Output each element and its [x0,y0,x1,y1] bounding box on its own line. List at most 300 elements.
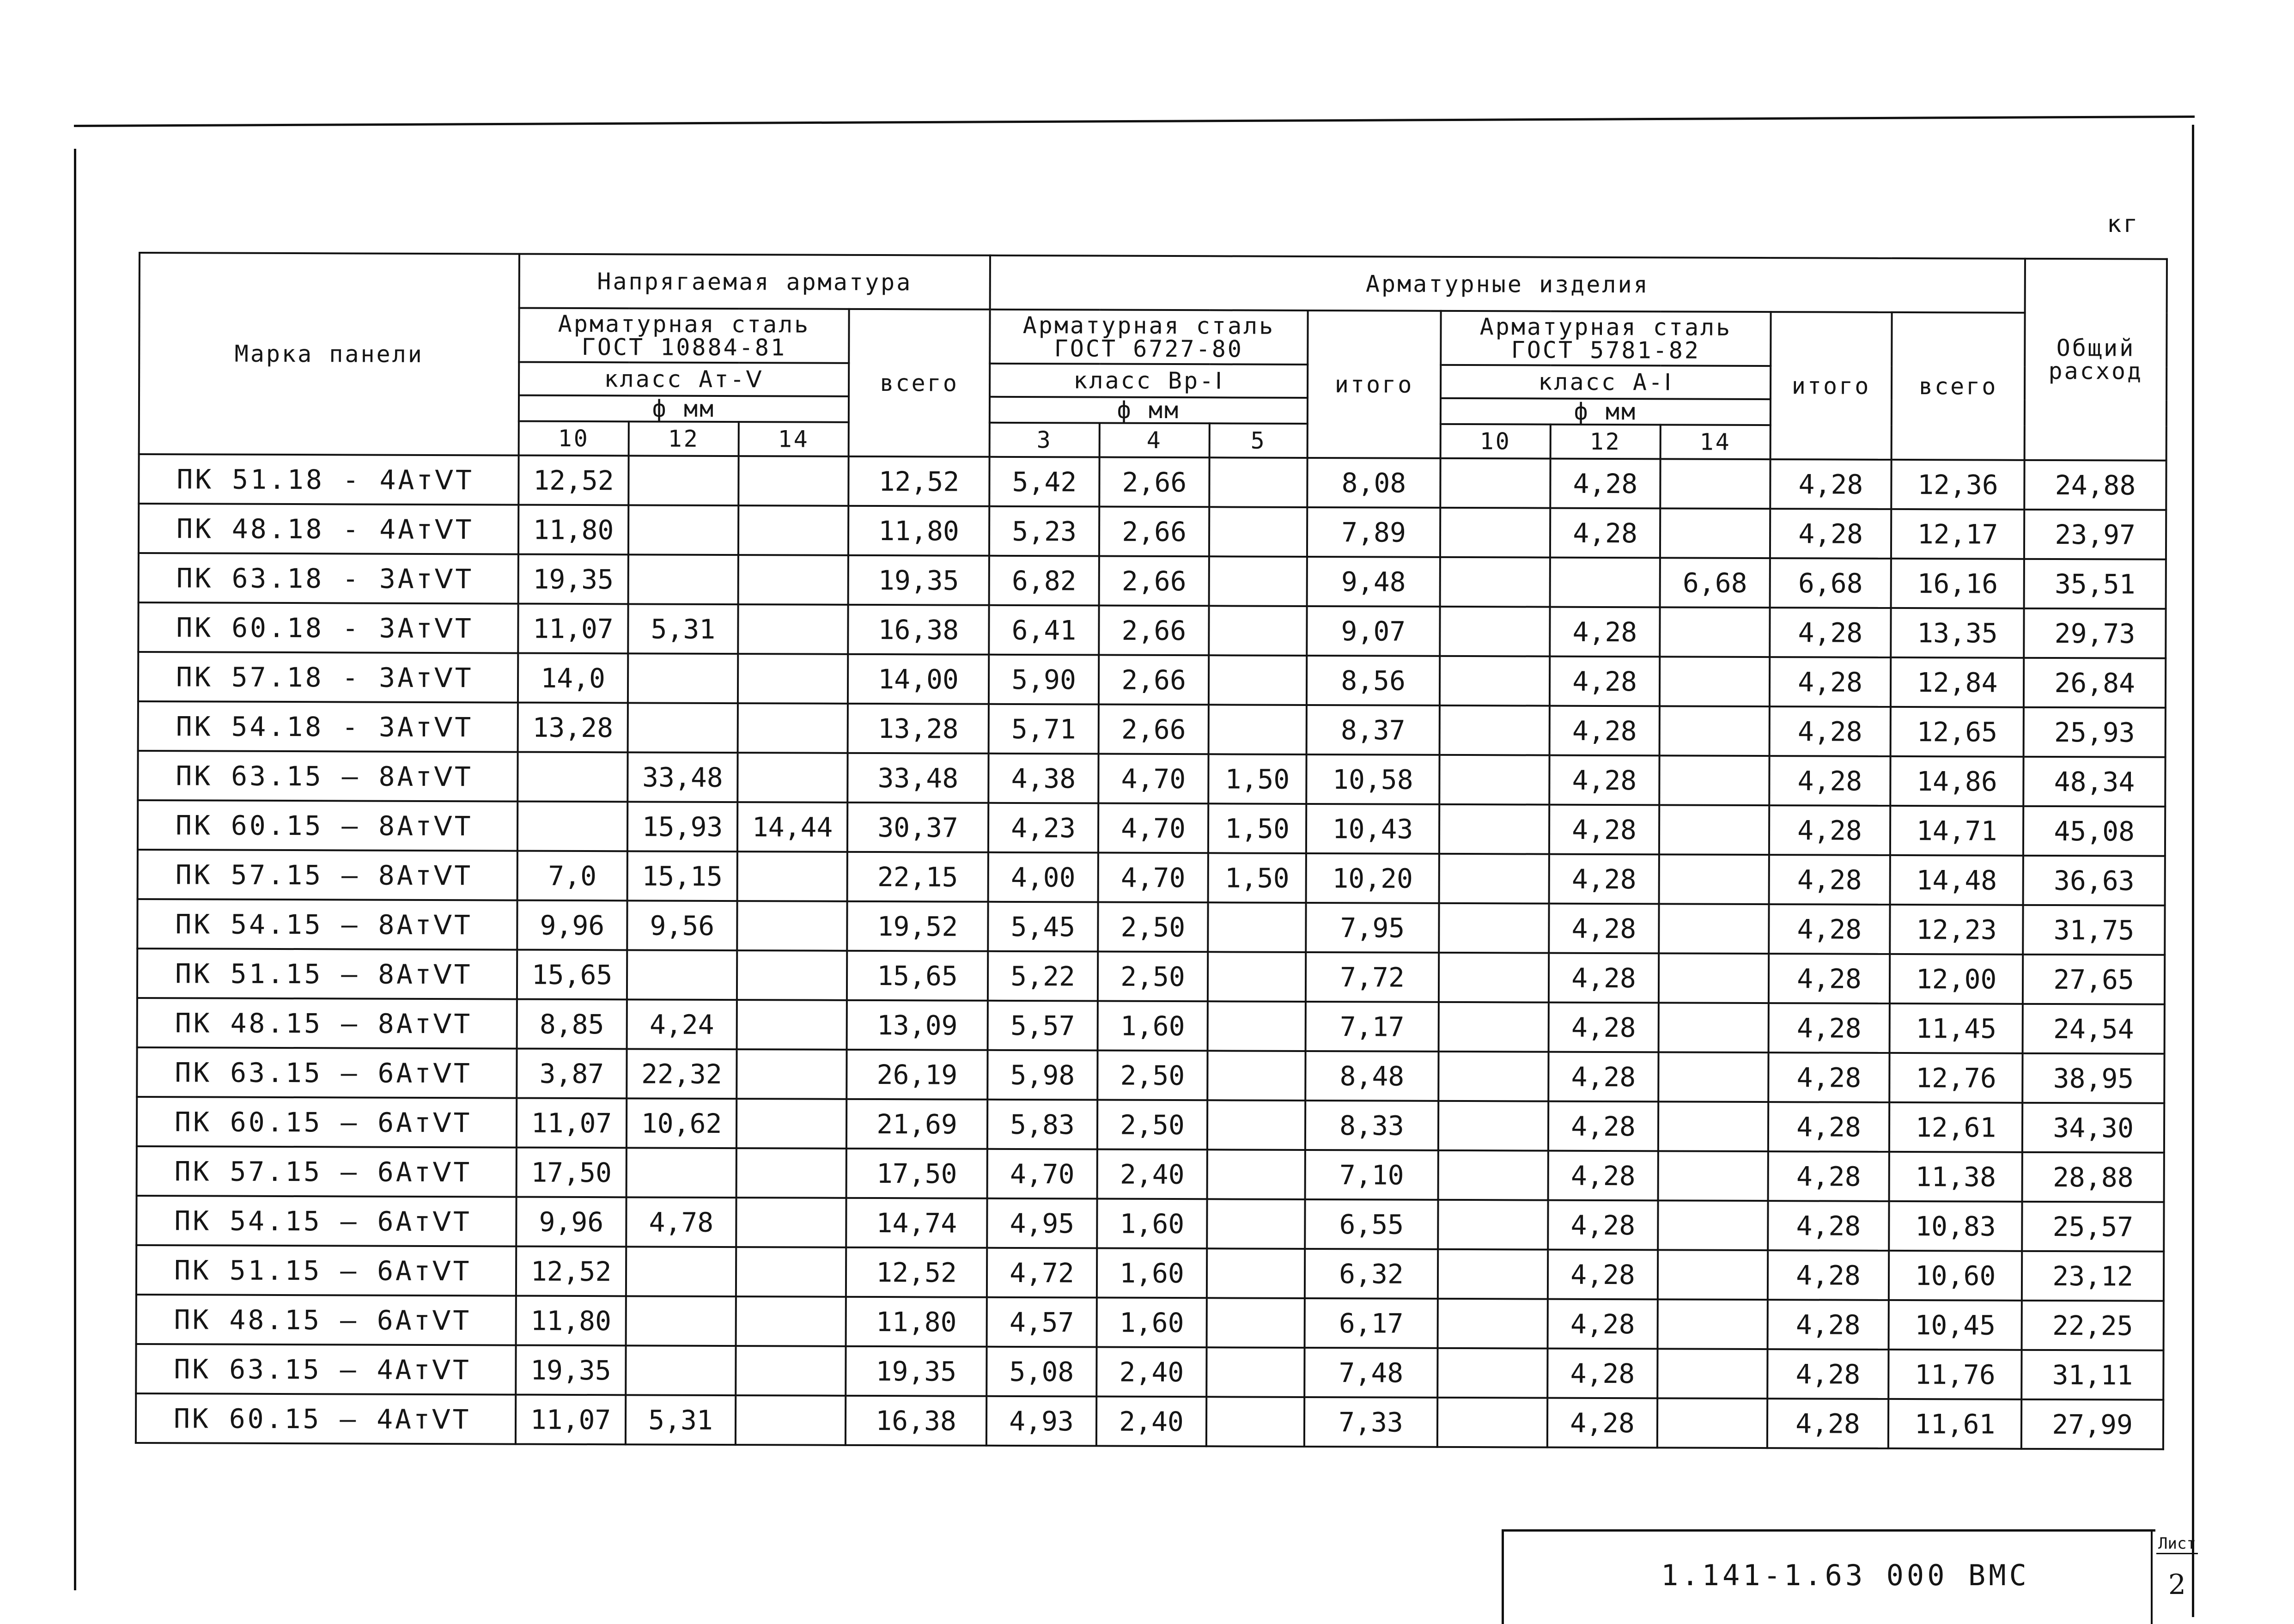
value-cell-at10: 12,52 [516,1247,626,1296]
value-cell-bp3: 5,22 [988,951,1098,1001]
value-cell-itogo-a: 4,28 [1768,1052,1889,1102]
value-cell-a10 [1439,1002,1549,1052]
value-cell-at10: 11,80 [516,1296,626,1346]
value-cell-at12: 9,56 [627,900,737,950]
value-cell-a10 [1440,706,1550,755]
value-cell-a14 [1658,1052,1768,1102]
value-cell-vsego: 16,38 [848,605,989,655]
value-cell-vsego-izd: 14,48 [1890,855,2023,905]
header-class-bp: класс Вр-Ⅰ [990,364,1308,398]
value-cell-at12 [627,950,737,1000]
value-cell-at14 [736,1198,846,1247]
value-cell-itogo-bp: 6,55 [1305,1199,1438,1249]
value-cell-a14 [1660,459,1770,509]
value-cell-vsego-izd: 11,76 [1888,1350,2021,1399]
panel-mark-cell: ПК 63.15 – 6АтⅤТ [137,1047,517,1098]
value-cell-itogo-bp: 8,08 [1307,458,1440,508]
value-cell-at12 [626,1345,736,1395]
value-cell-a14 [1659,953,1769,1003]
header-total-products: всего [1892,312,2025,460]
value-cell-itogo-bp: 9,48 [1307,557,1440,607]
value-cell-bp5 [1208,1001,1306,1051]
value-cell-itogo-a: 4,28 [1767,1399,1888,1448]
panel-mark-cell: ПК 57.15 – 8АтⅤТ [138,850,517,900]
value-cell-itogo-a: 4,28 [1769,855,1890,905]
value-cell-itogo-a: 4,28 [1770,509,1891,559]
value-cell-a14 [1657,1349,1767,1399]
value-cell-bp4: 2,40 [1096,1397,1206,1447]
panel-mark-cell: ПК 54.18 - 3АтⅤТ [138,701,518,752]
value-cell-vsego: 17,50 [846,1149,987,1198]
value-cell-vsego-izd: 12,84 [1891,657,2024,707]
value-cell-at10: 3,87 [517,1049,627,1099]
table-row [138,850,2165,906]
value-cell-vsego: 30,37 [847,803,988,852]
value-cell-at14 [738,456,848,506]
value-cell-vsego: 14,00 [848,654,989,704]
value-cell-a14 [1660,657,1770,706]
value-cell-itogo-bp: 7,72 [1306,952,1439,1002]
value-cell-at14 [736,1395,846,1445]
value-cell-vsego-izd: 12,17 [1891,509,2024,559]
value-cell-at14 [738,604,848,654]
value-cell-vsego-izd: 12,00 [1890,954,2023,1004]
value-cell-vsego-izd: 16,16 [1891,559,2024,608]
value-cell-itogo-bp: 10,20 [1306,853,1439,903]
value-cell-a12: 4,28 [1548,1299,1658,1349]
value-cell-bp4: 1,60 [1097,1199,1207,1249]
value-cell-at10: 11,07 [518,604,628,654]
header-diam-a-value: 10 [1441,424,1551,459]
table-row [139,454,2166,510]
panel-mark-cell: ПК 51.18 - 4АтⅤТ [139,454,518,505]
value-cell-at14 [737,901,847,951]
panel-mark-cell: ПК 48.15 – 6АтⅤТ [136,1295,516,1345]
value-cell-a14 [1659,854,1769,904]
value-cell-a12: 4,28 [1547,1398,1657,1448]
value-cell-bp5 [1207,1051,1305,1101]
value-cell-total: 25,57 [2022,1202,2164,1252]
value-cell-bp4: 1,60 [1098,1001,1208,1051]
panel-mark-cell: ПК 63.15 – 4АтⅤТ [136,1344,516,1395]
value-cell-vsego-izd: 11,61 [1888,1399,2021,1449]
value-cell-bp4: 2,50 [1097,1100,1207,1150]
value-cell-at12: 4,78 [626,1197,736,1247]
value-cell-bp3: 5,98 [987,1050,1097,1100]
value-cell-vsego: 19,52 [847,901,988,951]
value-cell-total: 23,97 [2024,510,2166,560]
value-cell-bp5 [1207,1199,1305,1249]
header-diam-bp-value: 5 [1210,423,1308,458]
value-cell-at12: 10,62 [627,1098,736,1148]
panel-mark-cell: ПК 63.15 – 8АтⅤТ [138,751,517,802]
table-row [138,800,2165,856]
value-cell-at12 [628,554,738,604]
value-cell-a10 [1440,557,1550,607]
value-cell-vsego-izd: 14,86 [1890,756,2023,806]
value-cell-a10 [1438,1299,1548,1349]
value-cell-at14 [736,1296,846,1346]
table-row [138,602,2166,658]
value-cell-at14 [738,505,848,555]
value-cell-total: 38,95 [2022,1053,2164,1103]
value-cell-at10 [517,752,627,802]
value-cell-total: 29,73 [2024,608,2166,658]
value-cell-a10 [1439,854,1549,904]
value-cell-itogo-bp: 7,10 [1305,1150,1438,1200]
value-cell-a10 [1437,1348,1547,1398]
header-subtotal-bp: итого [1308,310,1441,458]
panel-mark-cell: ПК 51.15 – 8АтⅤТ [137,949,517,999]
value-cell-itogo-bp: 7,89 [1307,507,1440,557]
value-cell-a12: 4,28 [1548,1052,1658,1102]
value-cell-itogo-bp: 8,37 [1307,705,1440,755]
header-diam-a-value: 14 [1661,425,1771,459]
value-cell-total: 36,63 [2023,856,2165,906]
value-cell-vsego-izd: 11,45 [1890,1004,2023,1053]
panel-mark-cell: ПК 57.18 - 3АтⅤТ [138,652,518,703]
value-cell-a14 [1660,607,1770,657]
value-cell-total: 35,51 [2024,559,2166,609]
value-cell-bp3: 4,70 [987,1149,1097,1199]
value-cell-bp5: 1,50 [1208,853,1306,903]
frame-left-border [74,149,76,1590]
value-cell-at10: 14,0 [518,653,628,703]
value-cell-vsego-izd: 11,38 [1889,1152,2022,1202]
value-cell-a12: 4,28 [1547,1349,1657,1399]
value-cell-total: 26,84 [2024,658,2166,708]
value-cell-at10: 7,0 [517,851,627,901]
value-cell-a12: 4,28 [1548,1250,1658,1300]
value-cell-itogo-a: 4,28 [1768,1300,1889,1350]
value-cell-itogo-bp: 6,17 [1305,1298,1438,1348]
value-cell-at10: 13,28 [518,703,628,753]
value-cell-at14 [737,950,847,1000]
sheet-number: 2 [2168,1569,2186,1601]
value-cell-bp4: 2,50 [1098,952,1208,1002]
value-cell-itogo-bp: 7,48 [1304,1348,1437,1398]
header-steel-gost-10884: Арматурная сталь ГОСТ 10884-81 [519,308,849,363]
value-cell-vsego: 13,28 [848,704,989,754]
value-cell-vsego: 19,35 [848,555,989,605]
value-cell-vsego-izd: 12,23 [1890,905,2023,955]
value-cell-vsego-izd: 12,61 [1889,1102,2022,1152]
value-cell-a12: 4,28 [1549,805,1659,855]
value-cell-bp4: 2,66 [1099,507,1209,557]
value-cell-bp4: 1,60 [1097,1298,1207,1348]
value-cell-vsego: 11,80 [846,1297,987,1347]
steel-consumption-table [135,252,2168,1450]
value-cell-at14 [736,1049,846,1099]
value-cell-itogo-a: 4,28 [1769,954,1890,1004]
value-cell-a10 [1439,953,1549,1003]
value-cell-at10: 19,35 [518,554,628,604]
value-cell-at12: 15,93 [627,802,737,852]
table-row [136,1245,2164,1301]
table-row [137,949,2165,1004]
value-cell-bp5: 1,50 [1208,803,1306,853]
value-cell-bp3: 4,93 [986,1396,1096,1446]
value-cell-a10 [1439,755,1549,805]
value-cell-bp3: 4,57 [987,1297,1097,1347]
value-cell-total: 24,54 [2023,1004,2165,1054]
value-cell-vsego: 19,35 [846,1346,986,1396]
table-row [138,652,2166,708]
table-row [136,1196,2164,1252]
header-diam-a: ф мм [1441,398,1771,425]
value-cell-at12 [626,1296,736,1346]
value-cell-bp3: 5,42 [989,457,1099,507]
value-cell-at10: 9,96 [517,900,627,950]
value-cell-bp4: 2,66 [1099,655,1209,705]
value-cell-itogo-bp: 8,56 [1307,656,1440,706]
panel-mark-cell: ПК 48.18 - 4АтⅤТ [139,504,518,554]
value-cell-at12 [626,1247,736,1296]
value-cell-a10 [1437,1398,1547,1448]
value-cell-at12: 5,31 [626,1395,736,1445]
value-cell-a12: 4,28 [1548,1200,1658,1250]
value-cell-a14 [1657,1398,1767,1448]
value-cell-itogo-bp: 9,07 [1307,606,1440,656]
value-cell-bp4: 4,70 [1098,754,1208,804]
value-cell-vsego: 13,09 [847,1000,988,1050]
value-cell-a12: 4,28 [1548,1151,1658,1201]
value-cell-a10 [1438,1150,1548,1200]
value-cell-at14: 14,44 [737,802,847,852]
value-cell-itogo-bp: 10,58 [1306,754,1439,804]
value-cell-itogo-a: 4,28 [1768,1151,1889,1201]
value-cell-a12: 4,28 [1550,657,1660,706]
value-cell-at12: 4,24 [627,999,737,1049]
value-cell-bp5 [1209,507,1307,557]
table-row [137,1097,2164,1153]
value-cell-vsego: 15,65 [847,951,988,1001]
value-cell-a14 [1660,508,1770,558]
sheet-label: Лист [2156,1534,2198,1554]
value-cell-at12 [628,653,738,703]
header-total-prestressed: всего [849,309,990,457]
value-cell-at10: 11,07 [516,1395,626,1445]
value-cell-bp3: 5,90 [989,655,1099,705]
value-cell-a12: 4,28 [1550,459,1660,509]
value-cell-itogo-a: 4,28 [1768,1201,1889,1251]
value-cell-bp3: 5,23 [989,506,1099,556]
value-cell-bp5 [1209,457,1307,507]
table-row [138,701,2166,757]
value-cell-a14 [1658,1299,1768,1349]
value-cell-itogo-a: 4,28 [1770,608,1891,657]
value-cell-total: 27,65 [2023,955,2165,1004]
table-row [139,504,2166,560]
panel-mark-cell: ПК 63.18 - 3АтⅤТ [139,553,518,604]
value-cell-at14 [737,1000,847,1050]
table-row [138,751,2165,807]
header-subtotal-a: итого [1771,312,1892,460]
document-code: 1.141-1.63 000 ВМС [1661,1558,2030,1592]
value-cell-a12: 4,28 [1549,904,1659,954]
value-cell-bp3: 6,41 [989,605,1099,655]
value-cell-a14 [1658,1151,1768,1201]
value-cell-a10 [1438,1101,1548,1151]
value-cell-vsego-izd: 12,36 [1891,460,2024,510]
value-cell-at12 [628,703,738,753]
table-row [137,998,2165,1054]
value-cell-vsego: 16,38 [846,1396,986,1446]
value-cell-at10: 17,50 [517,1148,627,1198]
value-cell-at12 [628,456,738,505]
value-cell-bp5 [1209,606,1307,656]
value-cell-bp3: 6,82 [989,556,1099,606]
header-mark: Марка панели [139,253,519,456]
value-cell-bp3: 5,71 [989,704,1099,754]
value-cell-bp4: 2,66 [1099,606,1209,656]
value-cell-at10: 11,80 [518,505,628,555]
value-cell-a10 [1439,903,1549,953]
value-cell-a10 [1438,1200,1548,1250]
value-cell-bp3: 5,83 [987,1100,1097,1150]
value-cell-at10: 11,07 [517,1098,627,1148]
value-cell-itogo-bp: 10,43 [1306,804,1439,854]
header-diam-bp: ф мм [990,397,1308,424]
value-cell-bp4: 4,70 [1098,853,1208,903]
value-cell-itogo-a: 4,28 [1769,1003,1890,1053]
frame-top-border [74,116,2195,127]
panel-mark-cell: ПК 60.15 – 6АтⅤТ [137,1097,517,1148]
value-cell-a10 [1438,1249,1548,1299]
value-cell-a12: 4,28 [1549,1003,1659,1052]
value-cell-at14 [738,703,848,753]
table-body [136,454,2166,1449]
value-cell-a12 [1550,558,1660,608]
value-cell-a14 [1660,706,1770,756]
value-cell-bp5 [1207,1298,1305,1348]
value-cell-a10 [1440,656,1550,706]
value-cell-total: 28,88 [2022,1152,2164,1202]
value-cell-a14 [1659,805,1769,855]
value-cell-a12: 4,28 [1549,854,1659,904]
table-row [137,899,2165,955]
value-cell-a12: 4,28 [1550,706,1660,756]
value-cell-itogo-bp: 7,95 [1306,903,1439,953]
value-cell-a10 [1440,607,1550,657]
value-cell-a14 [1659,904,1769,954]
value-cell-total: 22,25 [2022,1301,2164,1350]
value-cell-bp4: 1,60 [1097,1248,1207,1298]
value-cell-a14 [1658,1200,1768,1250]
value-cell-bp4: 2,66 [1099,705,1209,754]
value-cell-itogo-a: 4,28 [1768,1102,1889,1152]
value-cell-at14 [737,753,847,803]
value-cell-bp4: 4,70 [1098,803,1208,853]
table-row [137,1146,2164,1202]
value-cell-a14 [1659,755,1769,805]
value-cell-a10 [1440,458,1550,508]
value-cell-at10: 8,85 [517,999,627,1049]
value-cell-a12: 4,28 [1549,755,1659,805]
value-cell-itogo-a: 6,68 [1770,558,1891,608]
panel-mark-cell: ПК 60.18 - 3АтⅤТ [138,602,518,653]
value-cell-at12: 5,31 [628,604,738,654]
value-cell-bp4: 2,50 [1097,1051,1207,1101]
value-cell-bp4: 2,66 [1099,457,1209,507]
value-cell-at12 [628,505,738,555]
value-cell-itogo-bp: 8,48 [1305,1051,1438,1101]
value-cell-bp5 [1207,1150,1305,1199]
panel-mark-cell: ПК 60.15 – 8АтⅤТ [138,800,517,851]
value-cell-a12: 4,28 [1550,508,1660,558]
value-cell-at10 [517,802,627,852]
value-cell-itogo-a: 4,28 [1770,706,1891,756]
value-cell-bp3: 4,38 [988,754,1098,803]
value-cell-total: 31,11 [2021,1350,2163,1400]
value-cell-at10: 19,35 [516,1345,626,1395]
value-cell-bp3: 5,57 [988,1001,1098,1051]
header-overall: Общий расход [2025,259,2167,461]
value-cell-at12: 15,15 [627,851,737,901]
value-cell-bp4: 2,40 [1096,1347,1206,1397]
value-cell-a12: 4,28 [1550,607,1660,657]
value-cell-vsego-izd: 10,60 [1889,1251,2022,1301]
value-cell-bp5 [1208,902,1306,952]
value-cell-bp5 [1207,1100,1305,1150]
header-diam-at: ф мм [519,395,849,422]
value-cell-total: 45,08 [2023,806,2165,856]
value-cell-itogo-bp: 7,33 [1304,1397,1437,1447]
title-block [1502,1529,2196,1624]
header-diam-at-value: 12 [629,421,739,456]
value-cell-vsego: 12,52 [846,1247,987,1297]
unit-label: кг [2107,210,2140,238]
value-cell-bp4: 2,40 [1097,1150,1207,1199]
value-cell-vsego-izd: 10,45 [1889,1300,2022,1350]
value-cell-itogo-a: 4,28 [1769,904,1890,954]
value-cell-vsego-izd: 13,35 [1891,608,2024,658]
value-cell-a10 [1439,804,1549,854]
value-cell-bp3: 4,95 [987,1198,1097,1248]
header-diam-at-value: 10 [519,421,629,456]
value-cell-at14 [736,1099,846,1149]
value-cell-at14 [736,1148,846,1198]
value-cell-at12 [627,1148,736,1198]
value-cell-at14 [736,1247,846,1297]
value-cell-bp5 [1209,556,1307,606]
header-diam-a-value: 12 [1551,425,1661,459]
value-cell-at14 [738,555,848,605]
value-cell-itogo-a: 4,28 [1769,756,1890,806]
value-cell-at10: 12,52 [518,456,628,505]
panel-mark-cell: ПК 48.15 – 8АтⅤТ [137,998,517,1049]
value-cell-itogo-bp: 8,33 [1305,1101,1438,1150]
value-cell-bp5 [1206,1397,1304,1447]
panel-mark-cell: ПК 54.15 – 8АтⅤТ [137,899,517,950]
value-cell-vsego-izd: 12,65 [1891,707,2024,757]
value-cell-itogo-a: 4,28 [1769,805,1890,855]
value-cell-total: 27,99 [2021,1399,2163,1449]
value-cell-a14 [1658,1101,1768,1151]
value-cell-at10: 15,65 [517,950,627,1000]
value-cell-vsego: 22,15 [847,852,988,902]
value-cell-vsego: 21,69 [846,1099,987,1149]
value-cell-itogo-bp: 6,32 [1305,1249,1438,1299]
table-row [136,1344,2163,1400]
value-cell-total: 24,88 [2024,460,2166,510]
value-cell-a10 [1438,1052,1548,1101]
header-class-at: класс Ат-Ⅴ [519,362,849,396]
value-cell-vsego: 11,80 [848,506,989,556]
value-cell-a12: 4,28 [1549,953,1659,1003]
value-cell-bp3: 4,72 [987,1248,1097,1298]
value-cell-itogo-a: 4,28 [1770,459,1891,509]
